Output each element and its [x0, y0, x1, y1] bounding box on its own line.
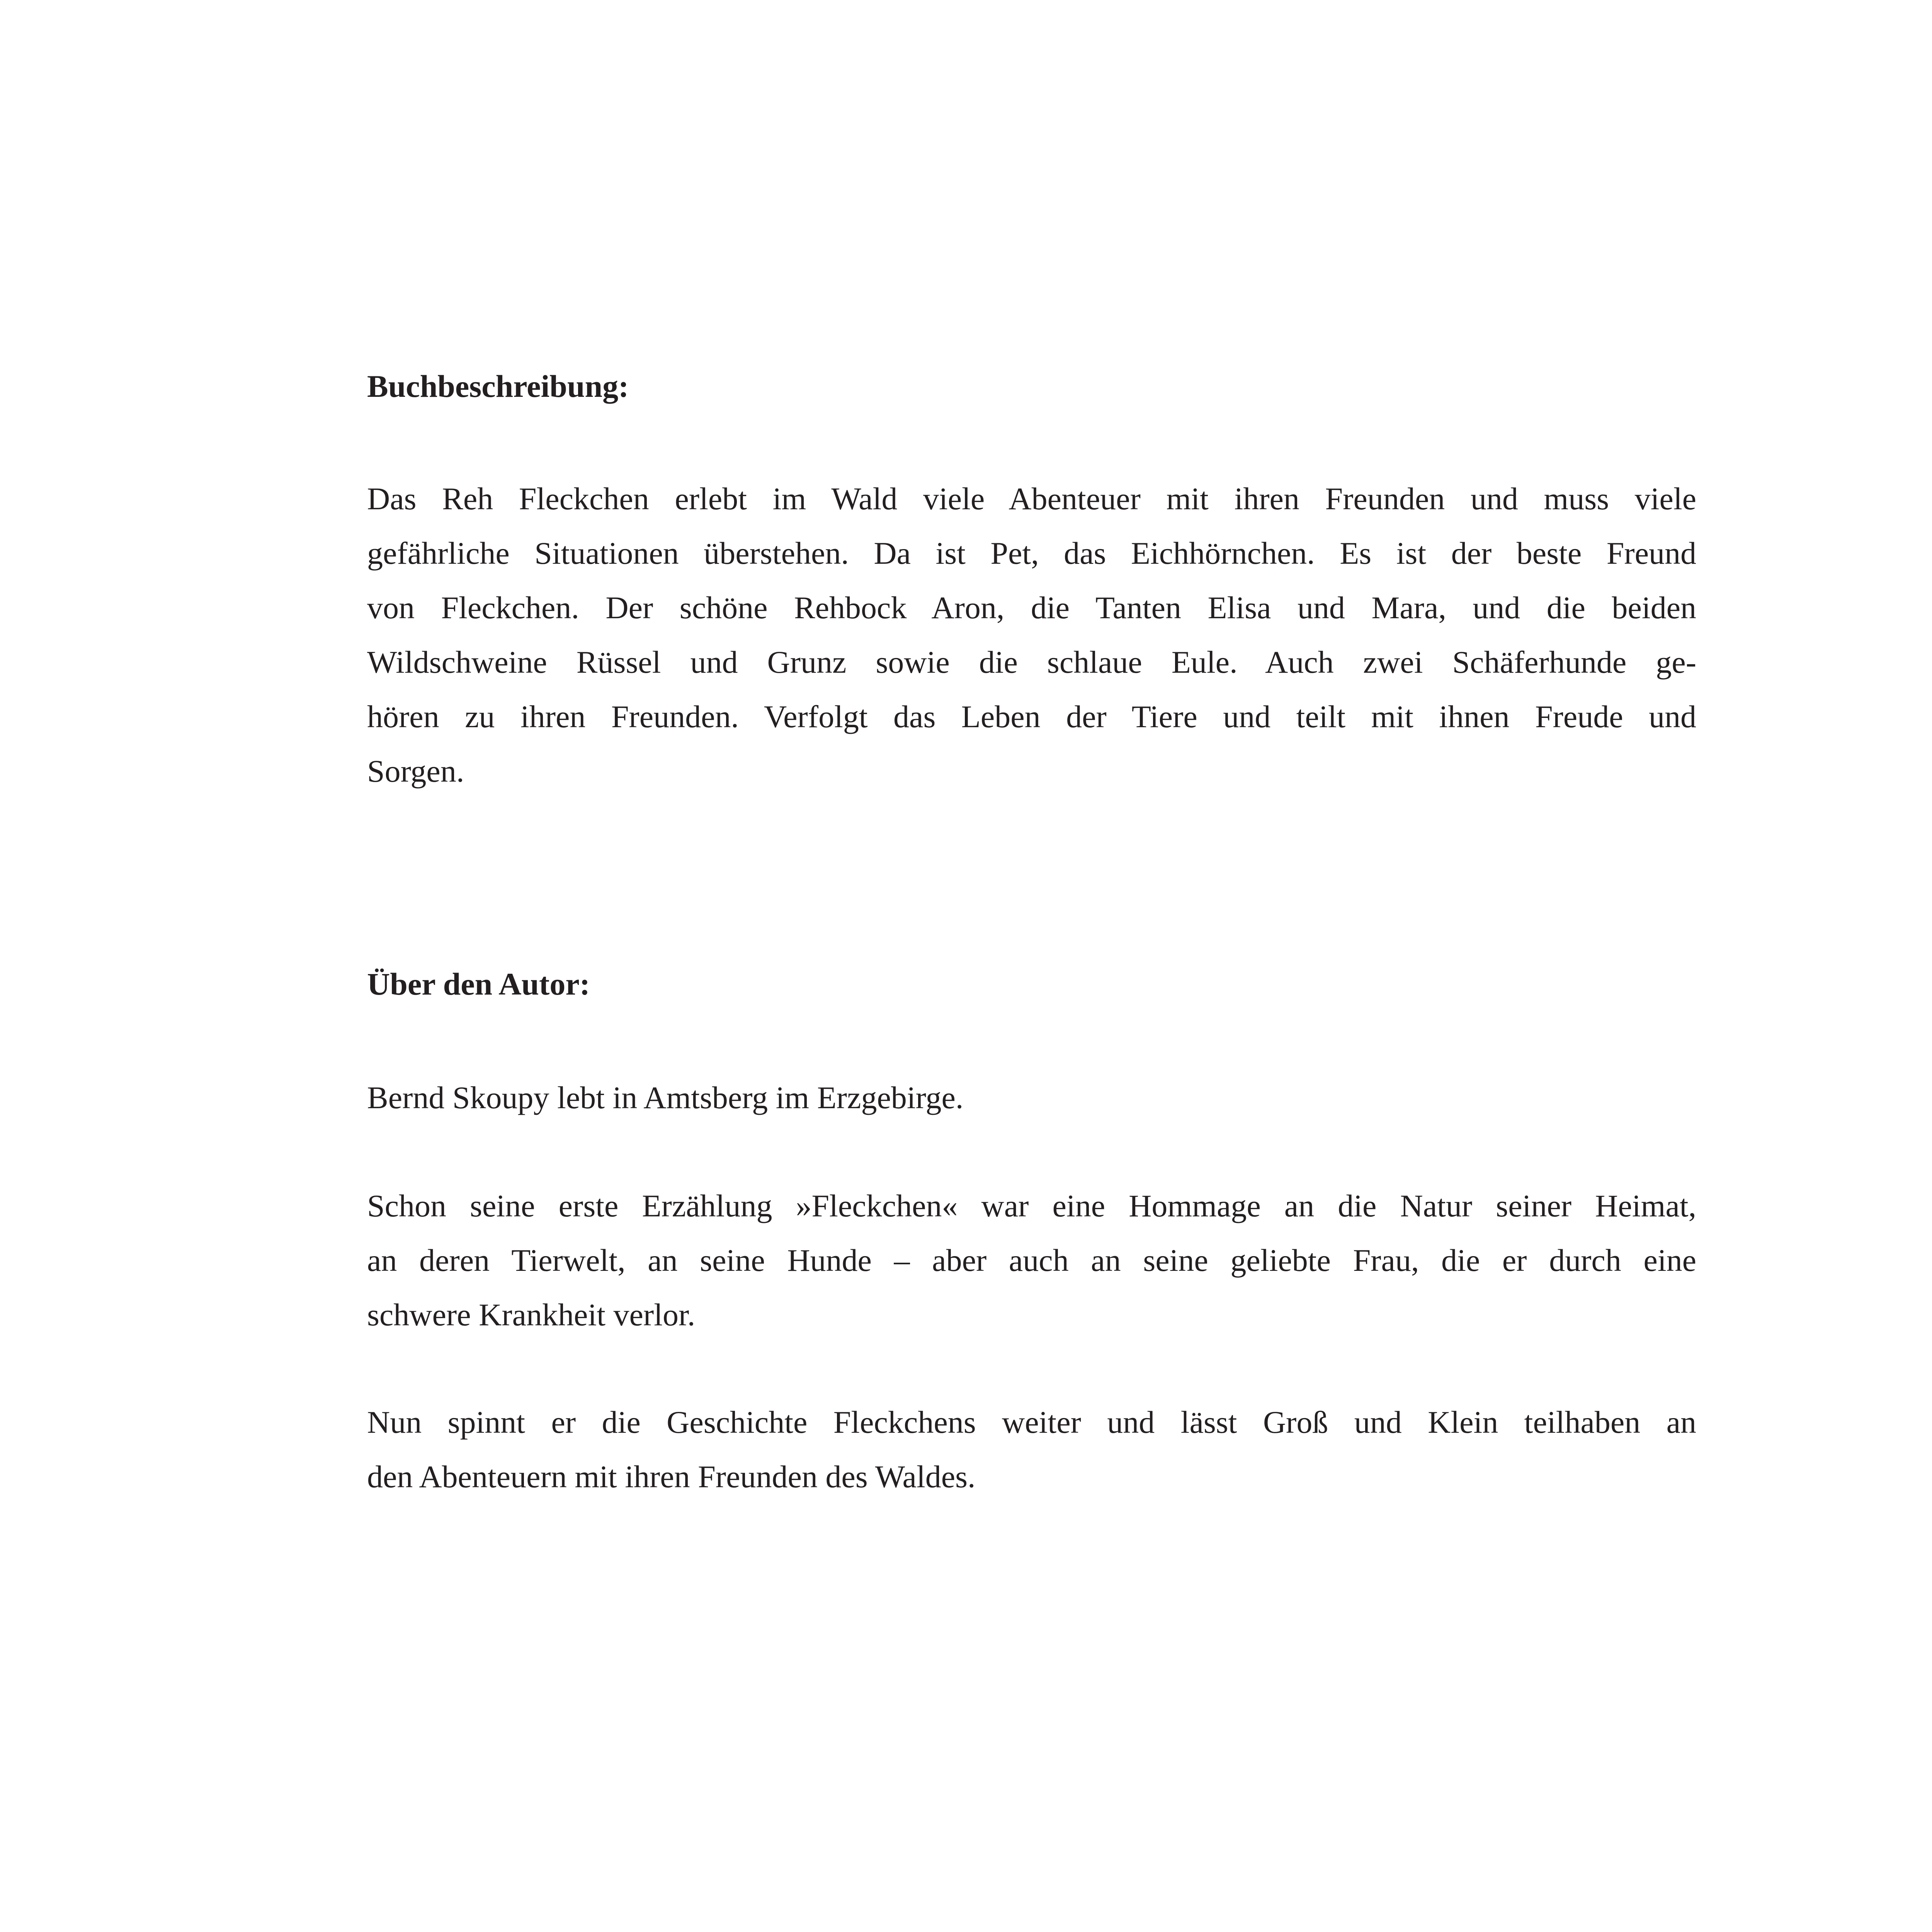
text-line: den Abenteuern mit ihren Freunden des Waldes. [367, 1459, 976, 1494]
text-line: von Fleckchen. Der schöne Rehbock Aron, die Tanten Elisa und Mara, und die beiden [367, 590, 1696, 625]
text-line: Bernd Skoupy lebt in Amtsberg im Erzgebirge. [367, 1080, 964, 1115]
text-line: Sorgen. [367, 753, 464, 789]
text-line: Das Reh Fleckchen erlebt im Wald viele Abenteuer mit ihren Freunden und muss viele [367, 481, 1696, 516]
text-line: hören zu ihren Freunden. Verfolgt das Leben der Tiere und teilt mit ihnen Freude und [367, 699, 1696, 734]
book-description-paragraph [367, 471, 1696, 798]
text-line: Wildschweine Rüssel und Grunz sowie die schlaue Eule. Auch zwei Schäferhunde ge- [367, 645, 1696, 680]
about-author-paragraph-3 [367, 1395, 1696, 1504]
text-line: an deren Tierwelt, an seine Hunde – aber auch an seine geliebte Frau, die er durch eine [367, 1243, 1696, 1278]
text-line: schwere Krankheit verlor. [367, 1297, 696, 1332]
text-line: gefährliche Situationen überstehen. Da ist Pet, das Eichhörnchen. Es ist der beste Freund [367, 536, 1696, 571]
text-line: Nun spinnt er die Geschichte Fleckchens weiter und lässt Groß und Klein teilhaben an [367, 1405, 1696, 1440]
about-author-heading: Über den Autor: [367, 966, 590, 1002]
about-author-paragraph-2 [367, 1179, 1696, 1342]
text-line: Schon seine erste Erzählung »Fleckchen« war eine Hommage an die Natur seiner Heimat, [367, 1188, 1696, 1223]
book-description-heading: Buchbeschreibung: [367, 369, 629, 404]
about-author-paragraph-1 [367, 1070, 1696, 1125]
